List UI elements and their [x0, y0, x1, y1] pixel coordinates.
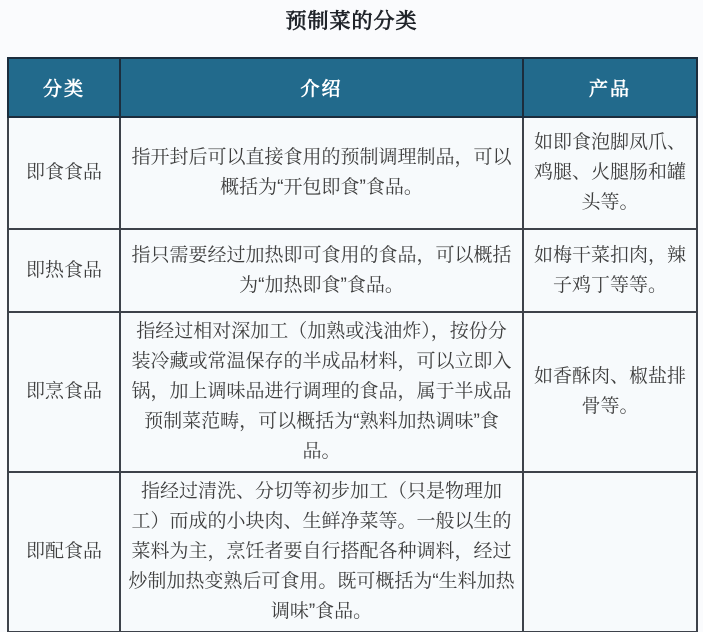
intro-cell: 指经过相对深加工（加熟或浅油炸），按份分装冷藏或常温保存的半成品材料，可以立即入锅，加上调味品进行调理的食品，属于半成品预制菜范畴，可以概括为“熟料加热调味”食品。	[120, 312, 523, 472]
products-cell	[523, 472, 697, 632]
products-cell: 如梅干菜扣肉，辣子鸡丁等等。	[523, 229, 697, 312]
category-cell: 即食食品	[8, 117, 120, 229]
intro-cell: 指只需要经过加热即可食用的食品，可以概括为“加热即食”食品。	[120, 229, 523, 312]
header-cell-intro: 介绍	[120, 58, 523, 117]
table-row	[8, 312, 697, 472]
table-row	[8, 117, 697, 229]
category-cell: 即烹食品	[8, 312, 120, 472]
table-header-row	[8, 58, 697, 117]
header-cell-products: 产品	[523, 58, 697, 117]
intro-cell: 指开封后可以直接食用的预制调理制品，可以概括为“开包即食”食品。	[120, 117, 523, 229]
header-cell-category: 分类	[8, 58, 120, 117]
table-row	[8, 229, 697, 312]
products-cell: 如即食泡脚凤爪、鸡腿、火腿肠和罐头等。	[523, 117, 697, 229]
intro-cell: 指经过清洗、分切等初步加工（只是物理加工）而成的小块肉、生鲜净菜等。一般以生的菜料为主，烹饪者要自行搭配各种调料，经过炒制加热变熟后可食用。既可概括为“生料加热调味”食品。	[120, 472, 523, 632]
page-title: 预制菜的分类	[285, 10, 418, 33]
products-cell: 如香酥肉、椒盐排骨等。	[523, 312, 697, 472]
category-cell: 即配食品	[8, 472, 120, 632]
classification-table	[7, 57, 698, 632]
category-cell: 即热食品	[8, 229, 120, 312]
table-row	[8, 472, 697, 632]
